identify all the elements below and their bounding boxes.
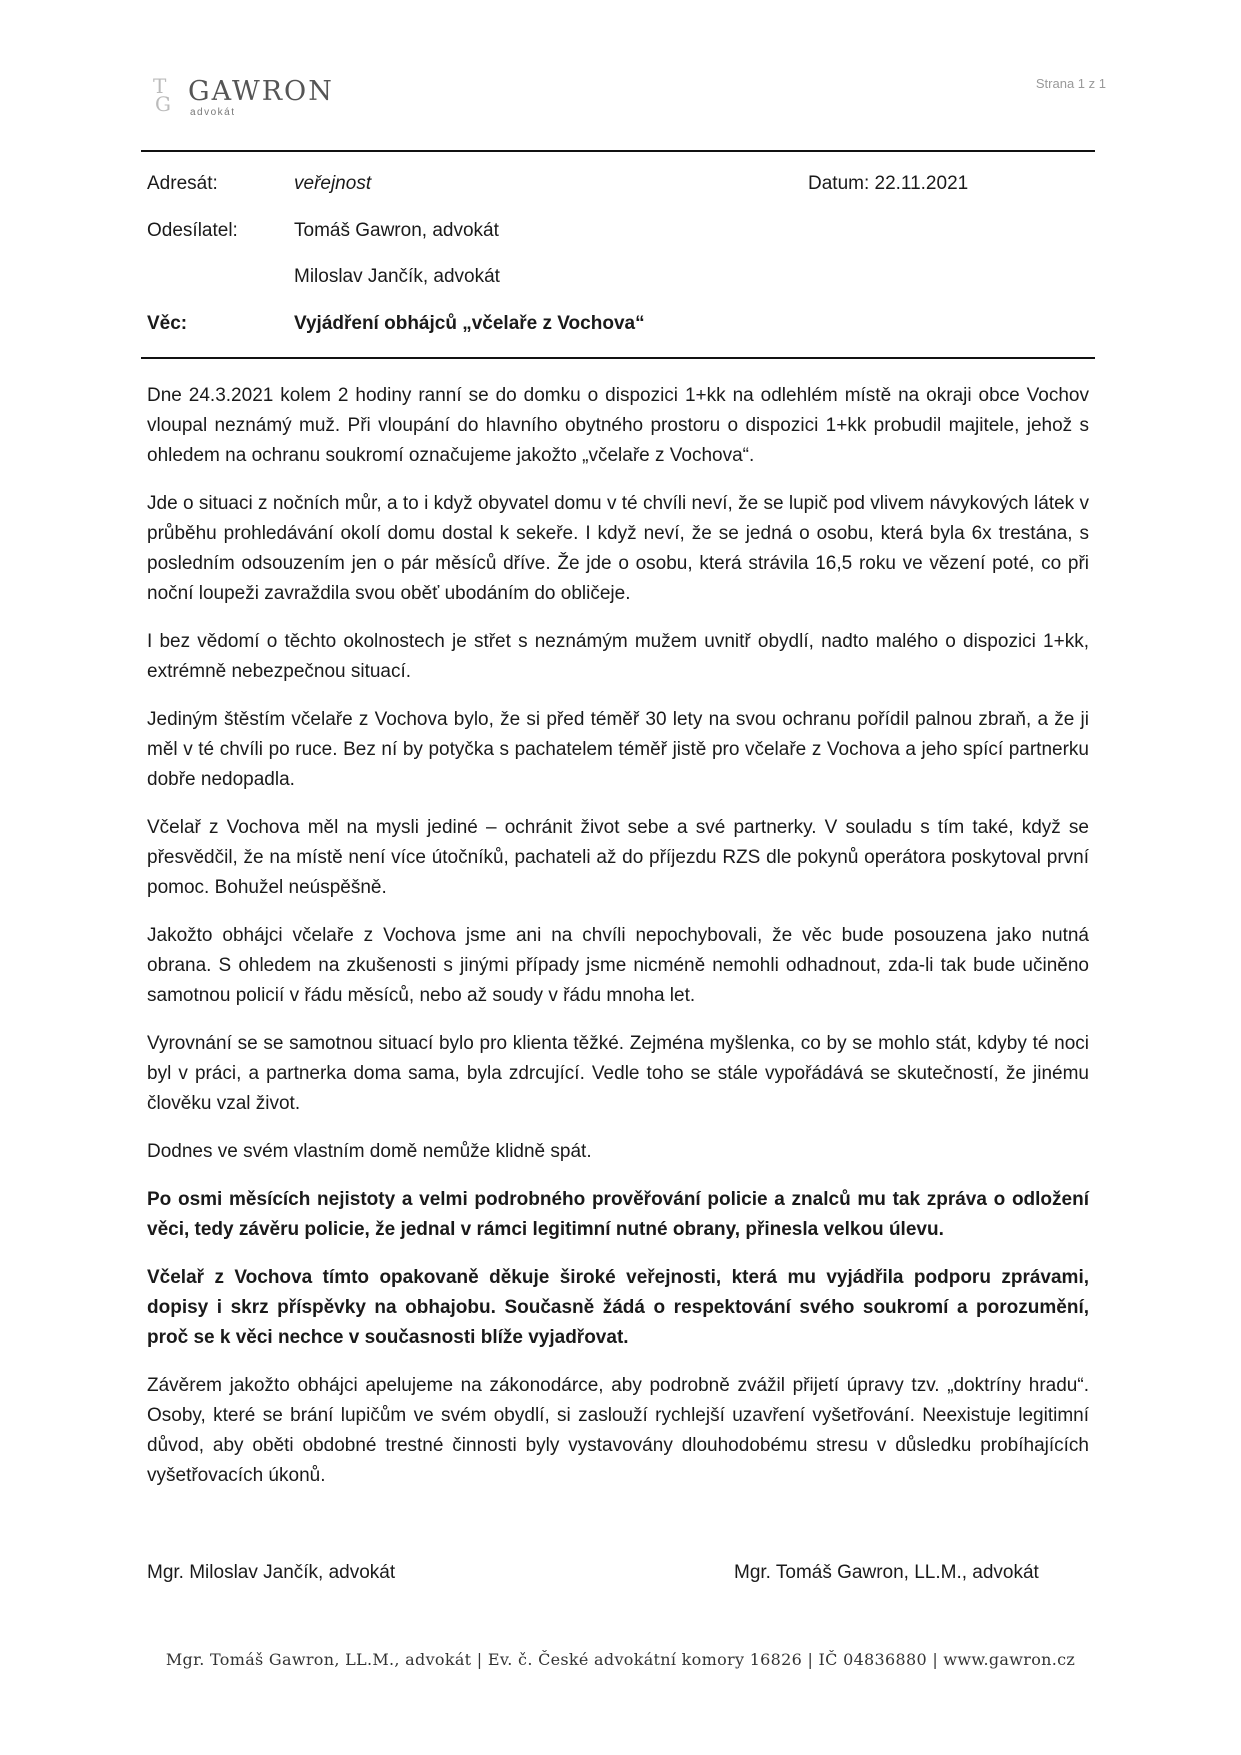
header-top-divider xyxy=(141,150,1095,152)
addressee-label: Adresát: xyxy=(147,173,218,194)
subject-value: Vyjádření obhájců „včelaře z Vochova“ xyxy=(294,313,645,334)
subject-label: Věc: xyxy=(147,313,188,334)
signature-left: Mgr. Miloslav Jančík, advokát xyxy=(147,1562,396,1583)
paragraph: I bez vědomí o těchto okolnostech je střet s neznámým mužem uvnitř obydlí, nadto malého o dispozici 1+kk, extrémně nebezpečnou situací. xyxy=(147,631,1089,682)
document-date: Datum: 22.11.2021 xyxy=(808,173,969,194)
paragraph: Závěrem jakožto obhájci apelujeme na zákonodárce, aby podrobně zvážil přijetí úpravy tzv. „doktríny hradu“. Osoby, které se brání lupičům ve svém obydlí, si zaslouží rychlejší uzavření vyšetřování. Neexistuje legitimní důvod, aby oběti obdobné trestné činnosti byly vystavovány dlouhodobému stresu v důsledku probíhajících vyšetřovacích úkonů. xyxy=(147,1375,1089,1486)
svg-text:G: G xyxy=(155,92,171,114)
paragraph: Jakožto obhájci včelaře z Vochova jsme ani na chvíli nepochybovali, že věc bude posouzena jako nutná obrana. S ohledem na zkušenosti s jinými případy jsme nicméně nemohli odhadnout, zda-li tak bude učiněno samotnou policií v řádu měsíců, nebo až soudy v řádu mnoha let. xyxy=(147,925,1089,1006)
addressee-value: veřejnost xyxy=(294,173,372,194)
sender-label: Odesílatel: xyxy=(147,220,238,241)
paragraph: Jediným štěstím včelaře z Vochova bylo, že si před téměř 30 lety na svou ochranu pořídil palnou zbraň, a že ji měl v té chvíli po ruce. Bez ní by potyčka s pachatelem téměř jistě pro včelaře z Vochova a jeho spící partnerku dobře nedopadla. xyxy=(147,709,1089,790)
paragraph: Jde o situaci z nočních můr, a to i když obyvatel domu v té chvíli neví, že se lupič pod vlivem návykových látek v průběhu prohledávání okolí domu dostal k sekeře. I když neví, že se jedná o osobu, která byla 6x trestána, s posledním odsouzením jen o pár měsíců dříve. Že jde o osobu, která strávila 16,5 roku ve vězení poté, co při noční loupeži zavraždila svou oběť ubodáním do obličeje. xyxy=(147,493,1089,604)
firm-name: GAWRON xyxy=(188,76,334,107)
sender-1: Tomáš Gawron, advokát xyxy=(294,220,499,241)
monogram-logo-icon xyxy=(152,74,176,114)
page-footer: Mgr. Tomáš Gawron, LL.M., advokát | Ev. č. České advokátní komory 16826 | IČ 04836880 | www.gawron.cz xyxy=(165,1650,1076,1669)
header-bottom-divider xyxy=(141,357,1095,359)
letter-body xyxy=(147,381,1089,1509)
firm-subtitle: advokát xyxy=(190,107,236,118)
page-number: Strana 1 z 1 xyxy=(1035,76,1106,91)
paragraph-bold: Po osmi měsících nejistoty a velmi podrobného prověřování policie a znalců mu tak zpráva o odložení věci, tedy závěru policie, že jednal v rámci legitimní nutné obrany, přinesla velkou úlevu. xyxy=(147,1189,1089,1240)
sender-2: Miloslav Jančík, advokát xyxy=(294,266,500,287)
svg-text:T: T xyxy=(153,74,167,98)
paragraph: Dodnes ve svém vlastním domě nemůže klidně spát. xyxy=(147,1141,592,1162)
paragraph-bold: Včelař z Vochova tímto opakovaně děkuje široké veřejnosti, která mu vyjádřila podporu zprávami, dopisy i skrz příspěvky na obhajobu. Současně žádá o respektování svého soukromí a porozumění, proč se k věci nechce v současnosti blíže vyjadřovat. xyxy=(147,1267,1089,1348)
paragraph: Včelař z Vochova měl na mysli jediné – ochránit život sebe a své partnerky. V souladu s tím také, když se přesvědčil, že na místě není více útočníků, pachateli až do příjezdu RZS dle pokynů operátora poskytoval první pomoc. Bohužel neúspěšně. xyxy=(147,817,1089,898)
signature-right: Mgr. Tomáš Gawron, LL.M., advokát xyxy=(734,1562,1039,1583)
paragraph: Dne 24.3.2021 kolem 2 hodiny ranní se do domku o dispozici 1+kk na odlehlém místě na okraji obce Vochov vloupal neznámý muž. Při vloupání do hlavního obytného prostoru o dispozici 1+kk probudil majitele, jehož s ohledem na ochranu soukromí označujeme jakožto „včelaře z Vochova“. xyxy=(147,385,1089,466)
paragraph: Vyrovnání se se samotnou situací bylo pro klienta těžké. Zejména myšlenka, co by se mohlo stát, kdyby té noci byl v práci, a partnerka doma sama, byla zdrcující. Vedle toho se stále vypořádává se skutečností, že jinému člověku vzal život. xyxy=(147,1033,1089,1114)
